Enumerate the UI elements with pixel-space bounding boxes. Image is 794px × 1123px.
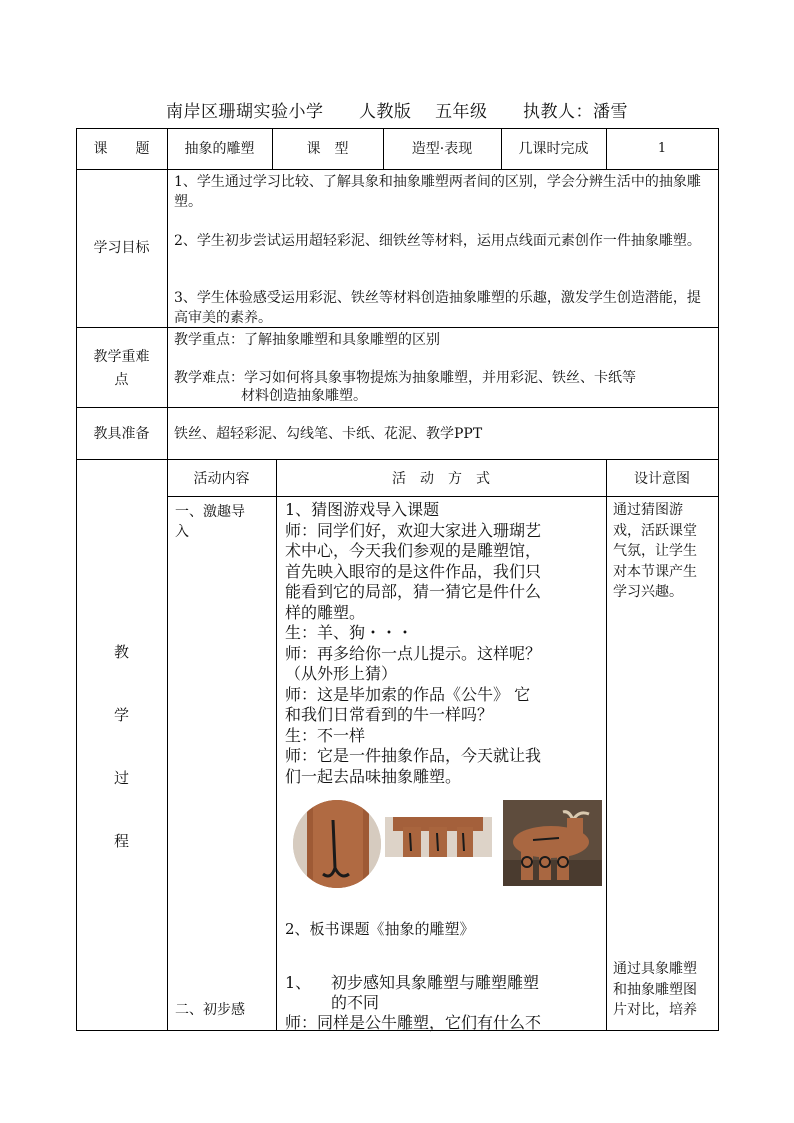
teacher-label: 执教人： bbox=[523, 102, 593, 122]
keypoints-label-line1: 教学重难 bbox=[93, 349, 150, 365]
col-header-intent: 设计意图 bbox=[634, 471, 690, 487]
objective-2: 2、学生初步尝试运用超轻彩泥、细铁丝等材料，运用点线面元素创作一件抽象雕塑。 bbox=[174, 233, 701, 249]
process-label-char: 学 bbox=[113, 706, 129, 724]
hours-label: 几课时完成 bbox=[518, 141, 589, 157]
method-line: 样的雕塑。 bbox=[285, 602, 366, 622]
col-divider bbox=[606, 459, 607, 1031]
sculpture-detail-photo-round bbox=[293, 800, 381, 888]
objectives-label: 学习目标 bbox=[93, 240, 150, 256]
method-line: 首先映入眼帘的是这件作品，我们只 bbox=[285, 561, 542, 581]
table-border-top bbox=[76, 128, 719, 129]
method-line: 1、猜图游戏导入课题 bbox=[285, 500, 440, 519]
teacher-name: 潘雪 bbox=[593, 102, 628, 122]
intent-2 bbox=[613, 959, 717, 1021]
method-line: （从外形上猜） bbox=[285, 664, 398, 683]
method-line: 师：这是毕加索的作品《公牛》 它 bbox=[285, 684, 531, 704]
hours-value: 1 bbox=[657, 141, 667, 156]
teaching-difficulty-line2: 材料创造抽象雕塑。 bbox=[241, 388, 367, 404]
process-label-char: 程 bbox=[113, 832, 129, 850]
teaching-difficulty-line1: 教学难点：学习如何将具象事物提炼为抽象雕塑，并用彩泥、铁丝、卡纸等 bbox=[174, 370, 636, 386]
intent-line: 通过猜图游 bbox=[613, 502, 683, 518]
intent-line: 气氛，让学生 bbox=[613, 543, 697, 559]
row-divider bbox=[76, 407, 719, 408]
sculpture-legs-photo bbox=[385, 817, 492, 857]
step3-line2: 的不同 bbox=[331, 993, 380, 1012]
intent-line: 和抽象雕塑图 bbox=[613, 981, 697, 998]
intent-line: 戏，活跃课堂 bbox=[613, 522, 697, 539]
col-divider bbox=[167, 128, 168, 1031]
method-line: 生：不一样 bbox=[285, 725, 366, 745]
process-label-char: 教 bbox=[113, 643, 129, 661]
materials-label: 教具准备 bbox=[93, 426, 150, 442]
intent-1 bbox=[613, 500, 717, 603]
bull-sculpture-icon bbox=[503, 800, 602, 886]
method-line: 生：羊、狗・・・ bbox=[285, 623, 414, 642]
lesson-plan-table bbox=[76, 128, 719, 1031]
row-divider bbox=[76, 459, 719, 460]
col-header-method: 活 动 方 式 bbox=[392, 471, 490, 487]
table-border-right bbox=[718, 128, 719, 1031]
method-line: 和我们日常看到的牛一样吗？ bbox=[285, 705, 494, 724]
step3-line1: 初步感知具象雕塑与雕塑雕塑 bbox=[331, 973, 540, 992]
type-label: 课 型 bbox=[306, 141, 349, 157]
intent-line: 通过具象雕塑 bbox=[613, 961, 697, 977]
row-divider bbox=[167, 496, 719, 497]
col-divider bbox=[276, 459, 277, 1031]
step2-text: 2、板书课题《抽象的雕塑》 bbox=[285, 920, 475, 938]
step3-teacher: 师：同样是公牛雕塑，它们有什么不 bbox=[285, 1013, 542, 1032]
section1-title-line1: 一、激趣导 bbox=[175, 504, 245, 520]
sculpture-legs-icon bbox=[385, 817, 492, 857]
section2-title: 二、初步感 bbox=[175, 1002, 245, 1018]
method-line: 们一起去品味抽象雕塑。 bbox=[285, 766, 462, 786]
step3-number: 1、 bbox=[285, 973, 312, 992]
document-header bbox=[0, 97, 794, 122]
objective-1: 1、学生通过学习比较、了解具象和抽象雕塑两者间的区别，学会分辨生活中的抽象雕塑。 bbox=[174, 174, 701, 210]
method-line: 师：它是一件抽象作品，今天就让我 bbox=[285, 746, 542, 765]
textbook-edition: 人教版 bbox=[358, 102, 412, 122]
keypoints-label-line2: 点 bbox=[114, 372, 129, 388]
method-line: 术中心，今天我们参观的是雕塑馆， bbox=[285, 541, 542, 560]
section1-title-line2: 入 bbox=[175, 524, 189, 540]
sculpture-leg-icon bbox=[293, 800, 381, 888]
method-line: 能看到它的局部，猜一猜它是件什么 bbox=[285, 582, 542, 601]
row-divider bbox=[76, 169, 719, 170]
grade: 五年级 bbox=[435, 102, 488, 122]
intent-line: 片对比，培养 bbox=[613, 1002, 697, 1018]
objective-3: 3、学生体验感受运用彩泥、铁丝等材料创造抽象雕塑的乐趣，激发学生创造潜能，提高审美的素养。 bbox=[174, 290, 701, 326]
topic-label: 课 题 bbox=[93, 141, 150, 157]
table-border-left bbox=[76, 128, 77, 1031]
type-value: 造型·表现 bbox=[411, 141, 473, 157]
bull-sculpture-photo bbox=[503, 800, 602, 886]
method-line: 师：再多给你一点儿提示。这样呢？ bbox=[285, 643, 542, 663]
intent-line: 对本节课产生 bbox=[613, 563, 697, 580]
col-header-content: 活动内容 bbox=[193, 471, 250, 487]
materials-text: 铁丝、超轻彩泥、勾线笔、卡纸、花泥、教学PPT bbox=[174, 426, 483, 442]
intent-line: 学习兴趣。 bbox=[613, 584, 683, 600]
teaching-focus: 教学重点：了解抽象雕塑和具象雕塑的区别 bbox=[174, 332, 440, 348]
school-name: 南岸区珊瑚实验小学 bbox=[166, 102, 324, 122]
process-label-char: 过 bbox=[113, 769, 129, 787]
topic-value: 抽象的雕塑 bbox=[184, 141, 255, 157]
method-line: 师：同学们好，欢迎大家进入珊瑚艺 bbox=[285, 520, 542, 540]
